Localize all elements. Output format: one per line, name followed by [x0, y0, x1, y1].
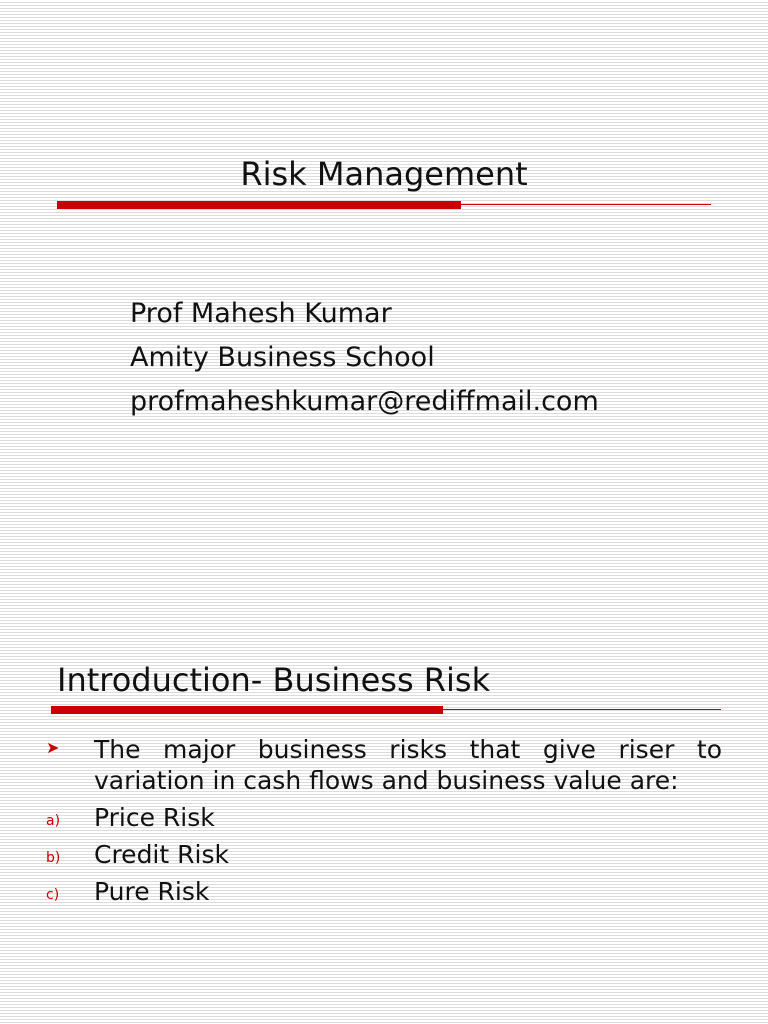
title-text: Risk Management: [240, 155, 528, 193]
list-item-marker: b): [46, 850, 61, 866]
author-block: [130, 292, 599, 424]
list-item: [46, 839, 722, 870]
author-affiliation: Amity Business School: [130, 342, 435, 373]
author-email: profmaheshkumar@rediffmail.com: [130, 386, 599, 417]
list-item-text: Pure Risk: [94, 877, 210, 906]
slide-title-heading: [0, 152, 768, 196]
author-name: Prof Mahesh Kumar: [130, 298, 392, 329]
list-item-marker: c): [46, 887, 60, 903]
list-item: [46, 802, 722, 833]
slide-title: [0, 0, 768, 500]
list-item: [46, 876, 722, 907]
section-underline: [51, 706, 721, 715]
underline-thick-segment: [51, 706, 443, 714]
title-underline: [57, 201, 711, 210]
section-heading: Introduction- Business Risk: [57, 661, 491, 699]
list-item-text: Credit Risk: [94, 840, 229, 869]
arrow-bullet-icon: ➤: [46, 738, 60, 757]
list-item-text: Price Risk: [94, 803, 215, 832]
list-item-text: The major business risks that give riser to variation in cash flows and business value are:: [94, 735, 722, 795]
underline-thin-segment: [443, 709, 721, 710]
underline-thin-segment: [461, 204, 711, 205]
underline-thick-segment: [57, 201, 461, 209]
bullet-list: [46, 734, 722, 913]
list-item: [46, 734, 722, 796]
list-item-marker: a): [46, 813, 61, 829]
